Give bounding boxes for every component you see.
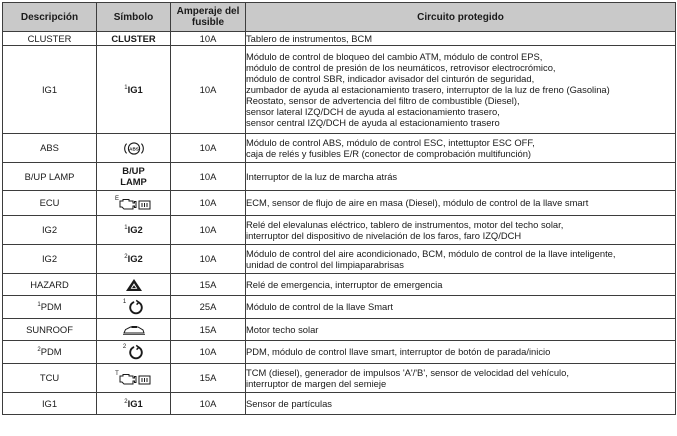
- circuit-line: módulo de control SBR, indicador avisador del cinturón de seguridad,: [246, 72, 535, 84]
- circuit-cell: [246, 191, 676, 216]
- circuit-line: Reostato, sensor de advertencia del filtro de combustible (Diesel),: [246, 95, 520, 107]
- symbol-superscript: 1: [124, 225, 128, 232]
- description-text: PDM: [40, 346, 62, 358]
- symbol-cell: [97, 393, 171, 415]
- symbol-cell: T: [97, 364, 171, 393]
- circuit-line: Módulo de control de la llave Smart: [246, 301, 393, 313]
- circuit-line: TCM (diesel), generador de impulsos 'A'/'B', sensor de velocidad del vehículo,: [246, 366, 569, 378]
- symbol-superscript: 1: [124, 84, 128, 91]
- table-row: [3, 393, 676, 415]
- amperage-cell: 10A: [171, 341, 246, 364]
- amperage-cell: 10A: [171, 393, 246, 415]
- table-row: [3, 46, 676, 134]
- symbol-cell: 2: [97, 341, 171, 364]
- circuit-cell: [246, 134, 676, 163]
- description-cell: [3, 296, 97, 319]
- circuit-line: unidad de control del limpiaparabrisas: [246, 259, 404, 270]
- symbol-cell: [97, 163, 171, 191]
- circuit-line: interruptor del dispositivo de nivelación de los faros, faro IZQ/DCH: [246, 230, 522, 241]
- symbol-text: IG1: [127, 83, 143, 95]
- description-cell: ECU: [3, 191, 97, 216]
- amperage-cell: 10A: [171, 163, 246, 191]
- amperage-cell: 25A: [171, 296, 246, 319]
- header-row: [3, 3, 676, 32]
- circuit-line: Relé de emergencia, interruptor de emergencia: [246, 278, 443, 290]
- circuit-line: Módulo de control ABS, módulo de control ESC, intettuptor ESC OFF,: [246, 136, 535, 148]
- table-row: [3, 163, 676, 191]
- description-cell: IG2: [3, 245, 97, 274]
- circuit-cell: [246, 319, 676, 341]
- table-row: [3, 32, 676, 46]
- symbol-cell: E: [97, 191, 171, 216]
- circuit-line: caja de relés y fusibles E/R (conector de comprobación multifunción): [246, 148, 532, 159]
- power-icon: [128, 299, 144, 315]
- header-circuit: Circuito protegido: [246, 3, 676, 32]
- symbol-text: IG2: [127, 224, 143, 236]
- description-cell: [3, 341, 97, 364]
- description-cell: SUNROOF: [3, 319, 97, 341]
- symbol-cell: [97, 245, 171, 274]
- symbol-cell: 1: [97, 296, 171, 319]
- circuit-cell: [246, 393, 676, 415]
- engine-ecu-icon: [118, 197, 152, 211]
- amperage-cell: 10A: [171, 216, 246, 245]
- circuit-line: sensor lateral IZQ/DCH de ayuda al estacionamiento trasero,: [246, 106, 500, 118]
- description-text: PDM: [40, 301, 62, 313]
- circuit-line: Interruptor de la luz de marcha atrás: [246, 170, 398, 182]
- symbol-cell: [97, 134, 171, 163]
- abs-icon: [123, 141, 145, 156]
- hazard-icon: [125, 278, 143, 292]
- circuit-line: zumbador de ayuda al estacionamiento trasero, interruptor de la luz de freno (Gasolina): [246, 83, 610, 95]
- sunroof-icon: [122, 324, 146, 336]
- circuit-cell: [246, 274, 676, 296]
- power-icon: [128, 344, 144, 360]
- table-row: [3, 191, 676, 216]
- description-cell: IG1: [3, 46, 97, 134]
- circuit-line: Módulo de control del aire acondicionado, BCM, módulo de control de la llave inteligente,: [246, 247, 616, 259]
- table-row: [3, 134, 676, 163]
- abs-icon-label: ABS: [128, 145, 139, 151]
- circuit-line: ECM, sensor de flujo de aire en masa (Diesel), módulo de control de la llave smart: [246, 197, 589, 209]
- circuit-cell: [246, 296, 676, 319]
- table-row: [3, 216, 676, 245]
- circuit-cell: [246, 341, 676, 364]
- amperage-cell: 10A: [171, 32, 246, 46]
- circuit-line: PDM, módulo de control llave smart, interruptor de botón de parada/inicio: [246, 346, 551, 358]
- amperage-cell: 15A: [171, 274, 246, 296]
- symbol-text: IG2: [127, 253, 143, 265]
- header-symbol: Símbolo: [97, 3, 171, 32]
- amperage-cell: 15A: [171, 364, 246, 393]
- header-description: Descripción: [3, 3, 97, 32]
- description-cell: CLUSTER: [3, 32, 97, 46]
- table-row: [3, 296, 676, 319]
- table-row: [3, 341, 676, 364]
- circuit-line: Sensor de partículas: [246, 397, 332, 409]
- description-superscript: 1: [37, 302, 41, 309]
- symbol-cell: [97, 274, 171, 296]
- amperage-cell: 10A: [171, 46, 246, 134]
- description-cell: B/UP LAMP: [3, 163, 97, 191]
- symbol-cell: [97, 319, 171, 341]
- description-cell: ABS: [3, 134, 97, 163]
- circuit-line: Motor techo solar: [246, 323, 319, 335]
- symbol-text: CLUSTER: [111, 32, 156, 44]
- circuit-line: Módulo de control de bloqueo del cambio ATM, módulo de control EPS,: [246, 50, 543, 62]
- circuit-line: Relé del elevalunas eléctrico, tablero de instrumentos, motor del techo solar,: [246, 218, 564, 230]
- table-row: [3, 364, 676, 393]
- amperage-cell: 10A: [171, 245, 246, 274]
- circuit-line: interruptor de margen del semieje: [246, 378, 387, 389]
- circuit-cell: [246, 216, 676, 245]
- circuit-cell: [246, 163, 676, 191]
- symbol-cell: [97, 216, 171, 245]
- description-cell: HAZARD: [3, 274, 97, 296]
- amperage-cell: 10A: [171, 134, 246, 163]
- fuse-table: [2, 2, 676, 415]
- header-amperage: Amperaje del fusible: [171, 3, 246, 32]
- description-cell: IG2: [3, 216, 97, 245]
- circuit-cell: [246, 245, 676, 274]
- amperage-cell: 10A: [171, 191, 246, 216]
- transmission-ecu-icon: [118, 372, 152, 386]
- amperage-cell: 15A: [171, 319, 246, 341]
- description-superscript: 2: [37, 347, 41, 354]
- description-cell: IG1: [3, 393, 97, 415]
- table-row: [3, 319, 676, 341]
- table-row: [3, 245, 676, 274]
- symbol-cell: [97, 46, 171, 134]
- table-row: [3, 274, 676, 296]
- circuit-line: sensor central IZQ/DCH de ayuda al estacionamiento trasero: [246, 117, 500, 129]
- circuit-cell: [246, 46, 676, 134]
- circuit-line: Tablero de instrumentos, BCM: [246, 32, 373, 44]
- circuit-line: módulo de control de presión de los neumáticos, retrovisor electrocrómico,: [246, 61, 556, 73]
- symbol-cell: [97, 32, 171, 46]
- circuit-cell: [246, 364, 676, 393]
- symbol-superscript: 2: [124, 398, 128, 405]
- circuit-cell: [246, 32, 676, 46]
- description-cell: TCU: [3, 364, 97, 393]
- symbol-superscript: 2: [124, 254, 128, 261]
- symbol-text: B/UP LAMP: [120, 165, 147, 187]
- symbol-text: IG1: [127, 397, 143, 409]
